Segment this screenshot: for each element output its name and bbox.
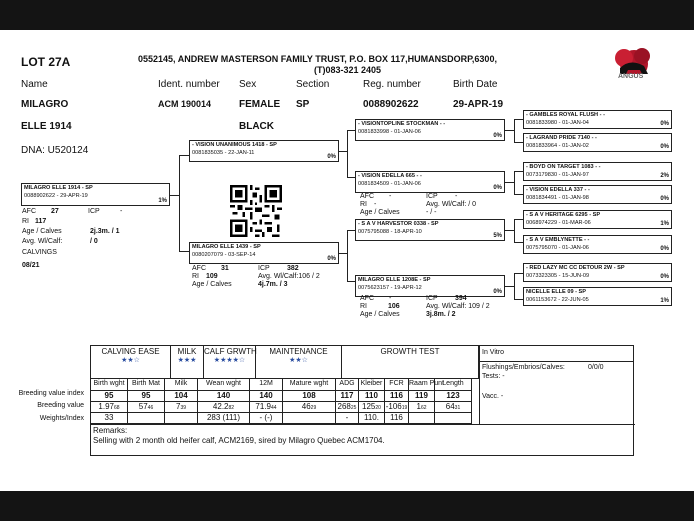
connector	[347, 230, 355, 231]
group-milk-label: MILK	[177, 347, 197, 356]
subject-icp-label: ICP	[88, 208, 100, 215]
lot-number: LOT 27A	[21, 55, 71, 69]
bv-accuracy: 44	[271, 405, 277, 411]
bvi-cell	[283, 391, 336, 402]
calving-stars-icon: ★★☆	[121, 357, 140, 364]
birth-date: 29-APR-19	[453, 99, 504, 110]
invitro-flushings-value: 0/0/0	[588, 364, 604, 371]
connector	[505, 230, 514, 231]
bv-cell	[359, 402, 385, 413]
bv-accuracy: 82	[228, 405, 235, 411]
bvi-cell-value: 123	[446, 391, 460, 400]
ggp-5-pct: 1%	[660, 221, 669, 227]
group-growth-test: GROWTH TEST	[342, 346, 479, 379]
section-label: Section	[296, 79, 330, 90]
bvi-cell-value: 140	[259, 391, 273, 400]
bvi-row	[91, 391, 479, 402]
row-label-bv: Breeding value	[37, 402, 84, 409]
group-maintenance	[256, 346, 342, 379]
group-maint-label: MAINTENANCE	[269, 347, 328, 356]
group-calving-ease	[91, 346, 171, 379]
bv-accuracy: 68	[114, 405, 120, 411]
connector	[514, 219, 515, 242]
gp-4-pct: 0%	[493, 289, 502, 295]
gp2-ri: -	[374, 201, 377, 208]
gp4-age: 3j.8m. / 2	[426, 311, 456, 318]
ggp-1-reg: 0081833980 - 01-JAN-04	[526, 120, 589, 126]
weights-cell-value: - (-)	[259, 413, 273, 422]
gp4-ri: 106	[388, 303, 400, 310]
remarks-text: Selling with 2 month old heifer calf, ACM2169, sired by Milagro Quebec ACM1704.	[93, 436, 385, 445]
connector	[347, 281, 355, 282]
bv-cell-value: 125	[362, 402, 376, 411]
connector	[514, 273, 515, 299]
connector	[347, 230, 348, 281]
bvi-cell	[91, 391, 128, 402]
dam-avg: Avg. Wl/Calf:106 / 2	[258, 273, 320, 280]
col-header	[336, 379, 359, 391]
weights-cell	[409, 413, 435, 424]
weights-cell	[385, 413, 409, 424]
connector	[347, 130, 355, 131]
dam-afc: 31	[221, 265, 229, 272]
bv-cell	[435, 402, 472, 413]
ggp-1-pct: 0%	[660, 121, 669, 127]
col-header-value: FCR	[389, 380, 404, 387]
col-header	[283, 379, 336, 391]
angus-logo	[604, 44, 660, 86]
bv-cell	[128, 402, 165, 413]
ggp-box-5	[523, 210, 672, 229]
sex-label: Sex	[239, 79, 257, 90]
col-header	[165, 379, 198, 391]
subject-box-reg: 0088902622 - 29-APR-19	[24, 193, 88, 199]
bv-cell	[283, 402, 336, 413]
subject-age: 2j.3m. / 1	[90, 228, 120, 235]
gp-2-pct: 0%	[493, 185, 502, 191]
bv-cell-value: 42.2	[212, 402, 229, 411]
group-milk	[171, 346, 204, 379]
bv-accuracy: 20	[375, 405, 381, 411]
gp-2-name: - VISION EDELLA 665 - -	[358, 173, 422, 179]
subject-box-pct: 1%	[158, 198, 167, 204]
calvings-value: 08/21	[22, 262, 40, 269]
ggp-box-4	[523, 185, 672, 204]
connector	[514, 142, 523, 143]
dna-label: DNA: U520124	[21, 145, 89, 156]
bvi-cell	[250, 391, 283, 402]
bvi-cell-value: 116	[390, 391, 403, 400]
subject-avg: / 0	[90, 238, 98, 245]
connector	[514, 299, 523, 300]
maint-stars-icon: ★★☆	[289, 357, 308, 364]
calvings-label: CALVINGS	[22, 249, 57, 256]
bv-cell-value: 1	[416, 402, 421, 411]
weights-cell	[283, 413, 336, 424]
connector	[505, 286, 514, 287]
ident-number: ACM 190014	[158, 99, 212, 109]
bv-accuracy: 46	[147, 405, 154, 411]
bv-cell-value: 64	[445, 402, 455, 411]
calf-stars-icon: ★★★★☆	[213, 357, 246, 364]
bv-row	[91, 402, 479, 413]
group-calf-growth	[204, 346, 256, 379]
invitro-vacc: Vacc. -	[482, 393, 504, 400]
ggp-8-reg: 0061153672 - 22-JUN-05	[526, 297, 589, 303]
sire-name: - VISION UNANIMOUS 1418 - SP	[192, 142, 277, 148]
ggp-6-reg: 0075795070 - 01-JAN-06	[526, 245, 589, 251]
bv-cell	[385, 402, 409, 413]
ggp-8-pct: 1%	[660, 298, 669, 304]
gp-1-reg: 0081833998 - 01-JAN-06	[358, 129, 421, 135]
bvi-cell	[128, 391, 165, 402]
col-header-value: Birth Mat	[131, 380, 160, 387]
bv-accuracy: 29	[310, 405, 317, 411]
col-header-value: Wean wght	[206, 380, 241, 387]
bvi-cell-value: 140	[216, 391, 231, 400]
ggp-6-pct: 0%	[660, 246, 669, 252]
invitro-divider	[479, 361, 634, 362]
dam-ri: 109	[206, 273, 218, 280]
gp2-icp: -	[455, 193, 458, 200]
bvi-cell	[198, 391, 250, 402]
gp4-afc: -	[389, 295, 392, 302]
ggp-2-name: - LAGRAND PRIDE 7140 - -	[526, 135, 597, 141]
col-header-value: 12M	[259, 380, 273, 387]
reg-number: 0088902622	[363, 99, 419, 110]
ggp-box-1	[523, 110, 672, 129]
dam-age-label: Age / Calves	[192, 281, 232, 288]
ggp-3-pct: 2%	[660, 173, 669, 179]
remarks-divider	[91, 424, 635, 425]
subject-ri: 117	[35, 218, 47, 225]
dam-icp: 382	[287, 265, 299, 272]
invitro-label: In Vitro	[482, 349, 505, 356]
gp-2-reg: 0081834509 - 01-JAN-06	[358, 181, 421, 187]
bv-cell-value: 46	[301, 402, 311, 411]
gp-3-reg: 0075795088 - 18-APR-10	[358, 229, 422, 235]
bvi-cell	[385, 391, 409, 402]
row-label-weights: Weights/Index	[39, 415, 84, 422]
weights-row	[91, 413, 479, 424]
weights-cell-value: 110.	[364, 413, 379, 422]
weights-cell	[250, 413, 283, 424]
name-label: Name	[21, 79, 48, 90]
gp-4-reg: 0075623157 - 19-APR-12	[358, 285, 422, 291]
connector	[514, 171, 515, 194]
gp2-age-label: Age / Calves	[360, 209, 400, 216]
ggp-7-pct: 0%	[660, 274, 669, 280]
connector	[514, 119, 515, 142]
bv-accuracy: 62	[420, 405, 427, 411]
connector	[514, 194, 523, 195]
gp4-ri-label: RI	[360, 303, 367, 310]
weights-cell-value: 33	[104, 413, 114, 422]
group-calving-label: CALVING EASE	[101, 347, 160, 356]
subject-afc-label: AFC	[22, 208, 36, 215]
weights-cell-value: -	[345, 413, 349, 422]
gp-box-4	[355, 275, 505, 297]
connector	[347, 177, 355, 178]
ggp-5-name: - S A V HERITAGE 6295 - SP	[526, 212, 601, 218]
qr-code	[230, 185, 282, 237]
bv-accuracy: 31	[454, 405, 461, 411]
col-header-value: Mature wght	[289, 380, 329, 387]
bvi-cell-value: 117	[340, 391, 354, 400]
weights-cell	[359, 413, 385, 424]
dam-name: MILAGRO ELLE 1439 - SP	[192, 244, 261, 250]
bv-cell-value: 7	[175, 402, 181, 411]
gp2-ri-label: RI	[360, 201, 367, 208]
dam-reg: 0080207079 - 03-SEP-14	[192, 252, 256, 258]
connector	[514, 119, 523, 120]
gp-3-name: - S A V HARVESTOR 0338 - SP	[358, 221, 439, 227]
connector	[514, 273, 523, 274]
weights-cell	[128, 413, 165, 424]
bvi-cell	[165, 391, 198, 402]
column-header-row	[91, 379, 479, 391]
dam-age: 4j.7m. / 3	[258, 281, 288, 288]
milk-stars-icon: ★★★	[177, 357, 197, 364]
gp2-avg: Avg. Wl/Calf: / 0	[426, 201, 477, 208]
ggp-3-name: - BOYD ON TARGET 1083 - -	[526, 164, 601, 170]
gp2-afc: -	[389, 193, 392, 200]
ggp-5-reg: 0068974229 - 01-MAR-06	[526, 220, 591, 226]
ggp-4-reg: 0081834491 - 01-JAN-98	[526, 195, 589, 201]
colour-value: BLACK	[239, 121, 274, 132]
ggp-box-8	[523, 287, 672, 306]
owner-phone: (T)083-321 2405	[314, 65, 382, 75]
bvi-cell-value: 95	[104, 391, 114, 400]
reg-label: Reg. number	[363, 79, 421, 90]
dam-ri-label: RI	[192, 273, 199, 280]
ggp-2-pct: 0%	[660, 144, 669, 150]
bvi-cell	[409, 391, 435, 402]
group-calf-label: CALF GRWTH	[204, 347, 257, 356]
ggp-7-reg: 0073323305 - 15-JUN-09	[526, 273, 590, 279]
bvi-cell-value: 95	[141, 391, 151, 400]
breeding-values-table	[90, 345, 634, 456]
subject-afc: 27	[51, 208, 59, 215]
gp-1-name: - VISIONTOPLINE STOCKMAN - -	[358, 121, 446, 127]
ident-label: Ident. number	[158, 79, 220, 90]
bv-cell-value: 268	[337, 402, 351, 411]
gp4-afc-label: AFC	[360, 295, 374, 302]
bvi-cell	[336, 391, 359, 402]
connector	[514, 242, 523, 243]
gp4-icp: 394	[455, 295, 467, 302]
subject-pedigree-box	[21, 183, 170, 206]
weights-cell-value: 283 (111)	[206, 413, 241, 422]
weights-cell	[91, 413, 128, 424]
ggp-7-name: - RED LAZY MC CC DETOUR 2W - SP	[526, 265, 625, 271]
connector	[514, 171, 523, 172]
gp-3-pct: 5%	[493, 233, 502, 239]
bvi-cell-value: 108	[302, 391, 316, 400]
bv-cell-value: -106	[385, 402, 402, 411]
gp-box-1	[355, 119, 505, 141]
subject-icp: -	[120, 208, 123, 215]
row-label-bvi: Breeding value index	[18, 390, 84, 397]
sex-value: FEMALE	[239, 99, 281, 110]
dam-pct: 0%	[327, 256, 336, 262]
weights-cell	[165, 413, 198, 424]
gp2-age: - / -	[426, 209, 437, 216]
ggp-1-name: - GAMBLES ROYAL FLUSH - -	[526, 112, 605, 118]
gp-1-pct: 0%	[493, 133, 502, 139]
gp-box-2	[355, 171, 505, 193]
section-value: SP	[296, 99, 310, 110]
invitro-tests: Tests: -	[482, 373, 505, 380]
remarks-label: Remarks:	[93, 426, 128, 435]
weights-cell	[198, 413, 250, 424]
bv-accuracy: 39	[180, 405, 186, 411]
col-header-value: Milk	[174, 380, 188, 387]
ggp-3-reg: 0073179830 - 01-JAN-97	[526, 172, 589, 178]
weights-cell	[336, 413, 359, 424]
sire-box	[189, 140, 339, 162]
gp-box-3	[355, 219, 505, 241]
gp2-afc-label: AFC	[360, 193, 374, 200]
subject-ri-label: RI	[22, 218, 29, 225]
ggp-box-2	[523, 133, 672, 152]
ggp-box-6	[523, 235, 672, 254]
ggp-4-pct: 0%	[660, 196, 669, 202]
dam-box	[189, 242, 339, 264]
bvi-cell	[435, 391, 472, 402]
ggp-box-3	[523, 162, 672, 181]
owner-address: 0552145, ANDREW MASTERSON FAMILY TRUST, P.O. BOX 117,HUMANSDORP,6300,	[138, 54, 497, 64]
connector	[347, 130, 348, 177]
bvi-cell-value: 110	[365, 391, 378, 400]
bv-cell	[409, 402, 435, 413]
col-header	[128, 379, 165, 391]
invitro-flushings-label: Flushings/Embrios/Calves:	[482, 364, 565, 371]
col-header	[250, 379, 283, 391]
connector	[170, 195, 179, 196]
connector	[505, 130, 514, 131]
sire-pct: 0%	[327, 154, 336, 160]
bv-cell	[198, 402, 250, 413]
dam-afc-label: AFC	[192, 265, 206, 272]
logo-text: ANGUS	[618, 73, 644, 80]
bv-cell	[165, 402, 198, 413]
col-header-value: Raam Punt	[409, 380, 445, 387]
ggp-2-reg: 0081833964 - 01-JAN-02	[526, 143, 589, 149]
animal-name: MILAGRO	[21, 99, 69, 110]
bvi-cell-value: 119	[415, 391, 428, 400]
animal-name-2: ELLE 1914	[21, 121, 72, 132]
gp4-avg: Avg. Wl/Calf: 109 / 2	[426, 303, 490, 310]
subject-box-name: MILAGRO ELLE 1914 - SP	[24, 185, 93, 191]
connector	[339, 151, 347, 152]
col-header-value: Birth wght	[93, 380, 125, 387]
connector	[339, 253, 347, 254]
pedigree-sheet	[0, 30, 694, 491]
weights-cell-value: 116	[390, 413, 403, 422]
ggp-box-7	[523, 263, 672, 282]
gp4-icp-label: ICP	[426, 295, 438, 302]
connector	[179, 155, 189, 156]
weights-cell	[435, 413, 472, 424]
col-header	[198, 379, 250, 391]
col-header-value: Length	[442, 380, 464, 387]
birth-label: Birth Date	[453, 79, 498, 90]
ggp-6-name: - S A V EMBLYNETTE - -	[526, 237, 590, 243]
col-header-value: ADG	[339, 380, 355, 387]
bv-cell	[336, 402, 359, 413]
bv-accuracy: 25	[350, 405, 357, 411]
connector	[179, 155, 180, 251]
bv-cell	[91, 402, 128, 413]
subject-age-label: Age / Calves	[22, 228, 62, 235]
col-header	[359, 379, 385, 391]
bv-cell-value: 57	[138, 402, 148, 411]
subject-avg-label: Avg. Wl/Calf:	[22, 238, 63, 245]
col-header-value: Kleiber	[360, 380, 383, 387]
bv-accuracy: 19	[401, 405, 408, 411]
bv-cell-value: 1.97	[98, 402, 114, 411]
bvi-cell-value: 104	[174, 391, 188, 400]
bvi-cell	[359, 391, 385, 402]
gp4-age-label: Age / Calves	[360, 311, 400, 318]
sire-reg: 0081835035 - 22-JAN-11	[192, 150, 255, 156]
invitro-border	[479, 346, 480, 424]
col-header	[385, 379, 409, 391]
ggp-4-name: - VISION EDELLA 337 - -	[526, 187, 590, 193]
connector	[505, 182, 514, 183]
col-header	[409, 379, 445, 391]
connector	[179, 251, 189, 252]
dam-icp-label: ICP	[258, 265, 270, 272]
gp-4-name: MILAGRO ELLE 1208E - SP	[358, 277, 431, 283]
ggp-8-name: NICELLE ELLE 09 - SP	[526, 289, 586, 295]
bv-cell	[250, 402, 283, 413]
gp2-icp-label: ICP	[426, 193, 438, 200]
bv-cell-value: 71.9	[255, 402, 271, 411]
col-header	[435, 379, 472, 391]
connector	[514, 219, 523, 220]
col-header	[91, 379, 128, 391]
